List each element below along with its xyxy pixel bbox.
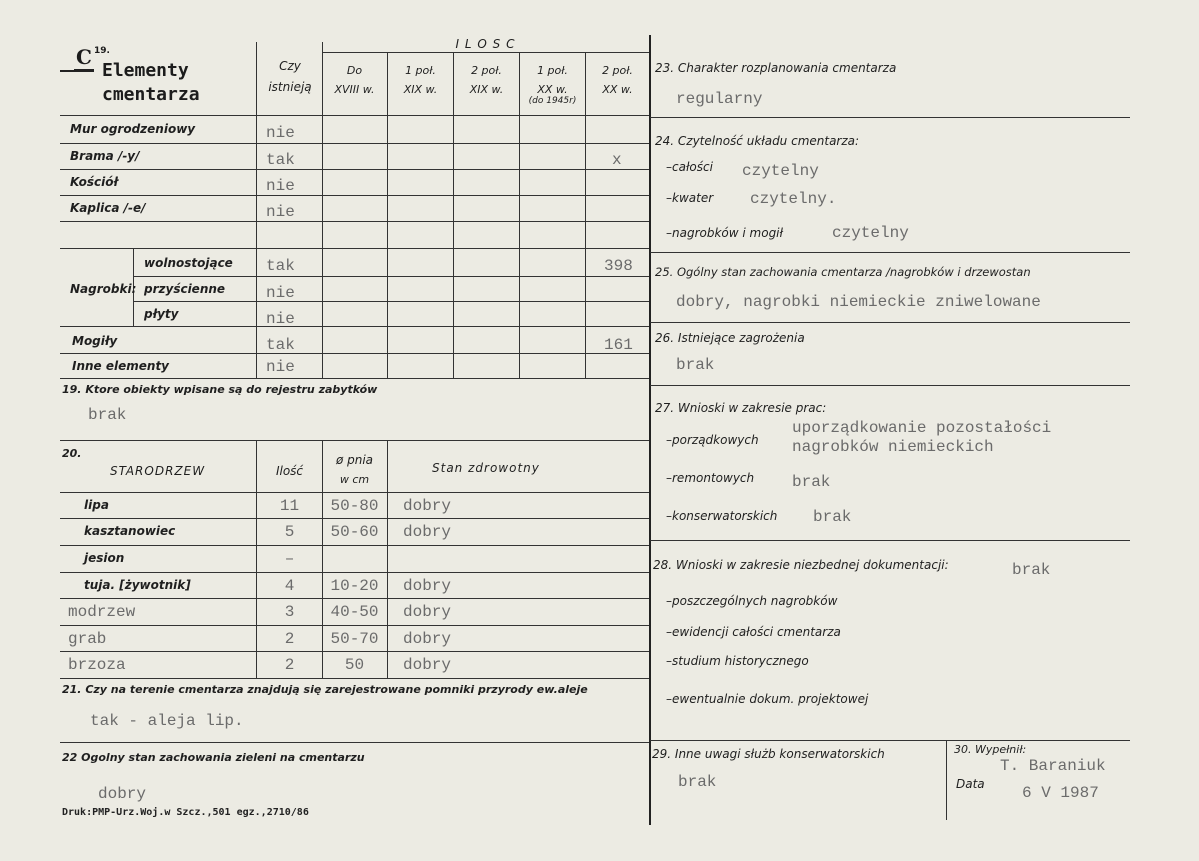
tree-name: jesion [84,551,125,565]
q24-item-label: –nagrobków i mogił [666,226,783,240]
q19-value: brak [88,406,127,424]
section-title-line2: cmentarza [102,84,200,105]
tree-count: 3 [284,603,295,621]
period-3-line2: XIX w. [469,83,504,96]
gravestone-type-p5: 398 [604,257,633,275]
tree-diameter: 50 [344,656,365,674]
footer-print-info: Druk:PMP-Urz.Woj.w Szcz.,501 egz.,2710/86 [62,807,309,818]
tree-name: modrzew [68,603,136,621]
gravestone-type-label: płyty [144,307,179,321]
tree-name: lipa [84,498,109,512]
tree-count: 11 [279,497,300,515]
q28-label: 28. Wnioski w zakresie niezbednej dokumentacji: [653,558,949,572]
row-p5: x [612,151,622,169]
q30-label: 30. Wypełnił: [954,743,1027,756]
period-2-line1: 1 poł. [405,64,436,77]
q25-value: dobry, nagrobki niemieckie zniwelowane [676,293,1041,311]
tree-health: dobry [403,630,452,648]
q20-header-count: Ilość [275,464,304,478]
period-4-line3: (do 1945r) [528,96,577,106]
q21-value: tak - aleja lip. [90,712,244,730]
tree-count: 2 [284,656,295,674]
period-4-line2: XX w. [537,83,568,96]
header-underline [60,70,94,72]
section-title-line1: Elementy [102,60,189,81]
row-exists: tak [266,151,295,169]
tree-health: dobry [403,603,452,621]
q22-label: 22 Ogolny stan zachowania zieleni na cmentarzu [62,751,365,764]
gravestone-type-exists: tak [266,257,295,275]
period-1-line1: Do [346,64,363,77]
q19-label: 19. Ktore obiekty wpisane są do rejestru zabytków [62,383,378,396]
gravestone-type-exists: nie [266,310,295,328]
q24-item-value: czytelny [742,162,819,180]
q28-value: brak [1012,561,1051,579]
q23-value: regularny [676,90,763,108]
q22-value: dobry [98,785,147,803]
row-exists: nie [266,124,295,142]
gravestone-type-label: wolnostojące [144,256,233,270]
tree-count: 5 [284,523,295,541]
graves-exists: tak [266,336,295,354]
q20-header-health: Stan zdrowotny [432,461,540,475]
q24-item-label: –kwater [666,191,714,205]
q28-item: –studium historycznego [666,654,809,668]
period-5-line1: 2 poł. [602,64,633,77]
q27-item-value: brak [813,508,852,526]
q27-item-value: brak [792,473,831,491]
tree-health: dobry [403,577,452,595]
q27-label: 27. Wnioski w zakresie prac: [655,401,827,415]
q29-label: 29. Inne uwagi służb konserwatorskich [652,747,885,761]
period-4-line1: 1 poł. [537,64,568,77]
q30-date: 6 V 1987 [1022,784,1099,802]
gravestones-label: Nagrobki: [70,282,137,296]
tree-count: – [284,550,295,568]
row-exists: nie [266,177,295,195]
tree-health: dobry [403,497,452,515]
q21-label: 21. Czy na terenie cmentarza znajdują się zarejestrowane pomniki przyrody ew.aleje [62,683,588,696]
q26-value: brak [676,356,715,374]
q20-header-name: STARODRZEW [110,464,206,478]
q27-item-value: nagrobków niemieckich [792,438,994,456]
tree-health: dobry [403,523,452,541]
q25-label: 25. Ogólny stan zachowania cmentarza /nagrobków i drzewostan [655,265,1031,279]
graves-p5: 161 [604,336,633,354]
q28-item: –ewentualnie dokum. projektowej [666,692,869,706]
header-exists-2: istnieją [268,80,312,94]
q24-item-label: –całości [666,160,713,174]
graves-label: Mogiły [72,334,118,348]
tree-diameter: 10-20 [330,577,379,595]
q30-name: T. Baraniuk [1000,757,1106,775]
row-label: Brama /-y/ [70,149,140,163]
q27-item-value: uporządkowanie pozostałości [792,419,1052,437]
tree-count: 4 [284,577,295,595]
header-quantity: I L O S C [455,37,516,51]
other-elements-exists: nie [266,358,295,376]
q27-item-label: –konserwatorskich [666,509,778,523]
tree-name: kasztanowiec [84,524,176,538]
q26-label: 26. Istniejące zagrożenia [655,331,805,345]
q28-item: –ewidencji całości cmentarza [666,625,841,639]
row-exists: nie [266,203,295,221]
row-label: Kościół [70,175,118,189]
gravestone-type-exists: nie [266,284,295,302]
gravestone-type-label: przyścienne [144,282,226,296]
section-code-number: 19. [94,46,110,56]
tree-diameter: 50-60 [330,523,379,541]
q20-header-diam-2: w cm [339,473,370,486]
q24-label: 24. Czytelność układu cmentarza: [655,134,860,148]
q30-date-label: Data [956,777,985,791]
q20-number: 20. [62,447,82,460]
q20-header-diam-1: ø pnia [335,453,374,467]
header-exists-1: Czy [279,59,301,73]
tree-name: tuja. [żywotnik] [84,578,191,592]
tree-health: dobry [403,656,452,674]
q27-item-label: –porządkowych [666,433,759,447]
period-2-line2: XIX w. [403,83,438,96]
tree-count: 2 [284,630,295,648]
tree-diameter: 50-70 [330,630,379,648]
tree-name: grab [68,630,107,648]
q27-item-label: –remontowych [666,471,755,485]
other-elements-label: Inne elementy [72,359,170,373]
q28-item: –poszczególnych nagrobków [666,594,838,608]
section-code-letter: C [76,45,92,69]
period-1-line2: XVIII w. [334,83,375,96]
q29-value: brak [678,773,717,791]
q23-label: 23. Charakter rozplanowania cmentarza [655,61,897,75]
q24-item-value: czytelny [832,224,909,242]
section-code [74,45,94,71]
q24-item-value: czytelny. [750,190,837,208]
period-5-line2: XX w. [602,83,633,96]
row-label: Mur ogrodzeniowy [70,122,196,136]
tree-name: brzoza [68,656,126,674]
row-label: Kaplica /-e/ [70,201,146,215]
tree-diameter: 40-50 [330,603,379,621]
period-3-line1: 2 poł. [471,64,502,77]
tree-diameter: 50-80 [330,497,379,515]
